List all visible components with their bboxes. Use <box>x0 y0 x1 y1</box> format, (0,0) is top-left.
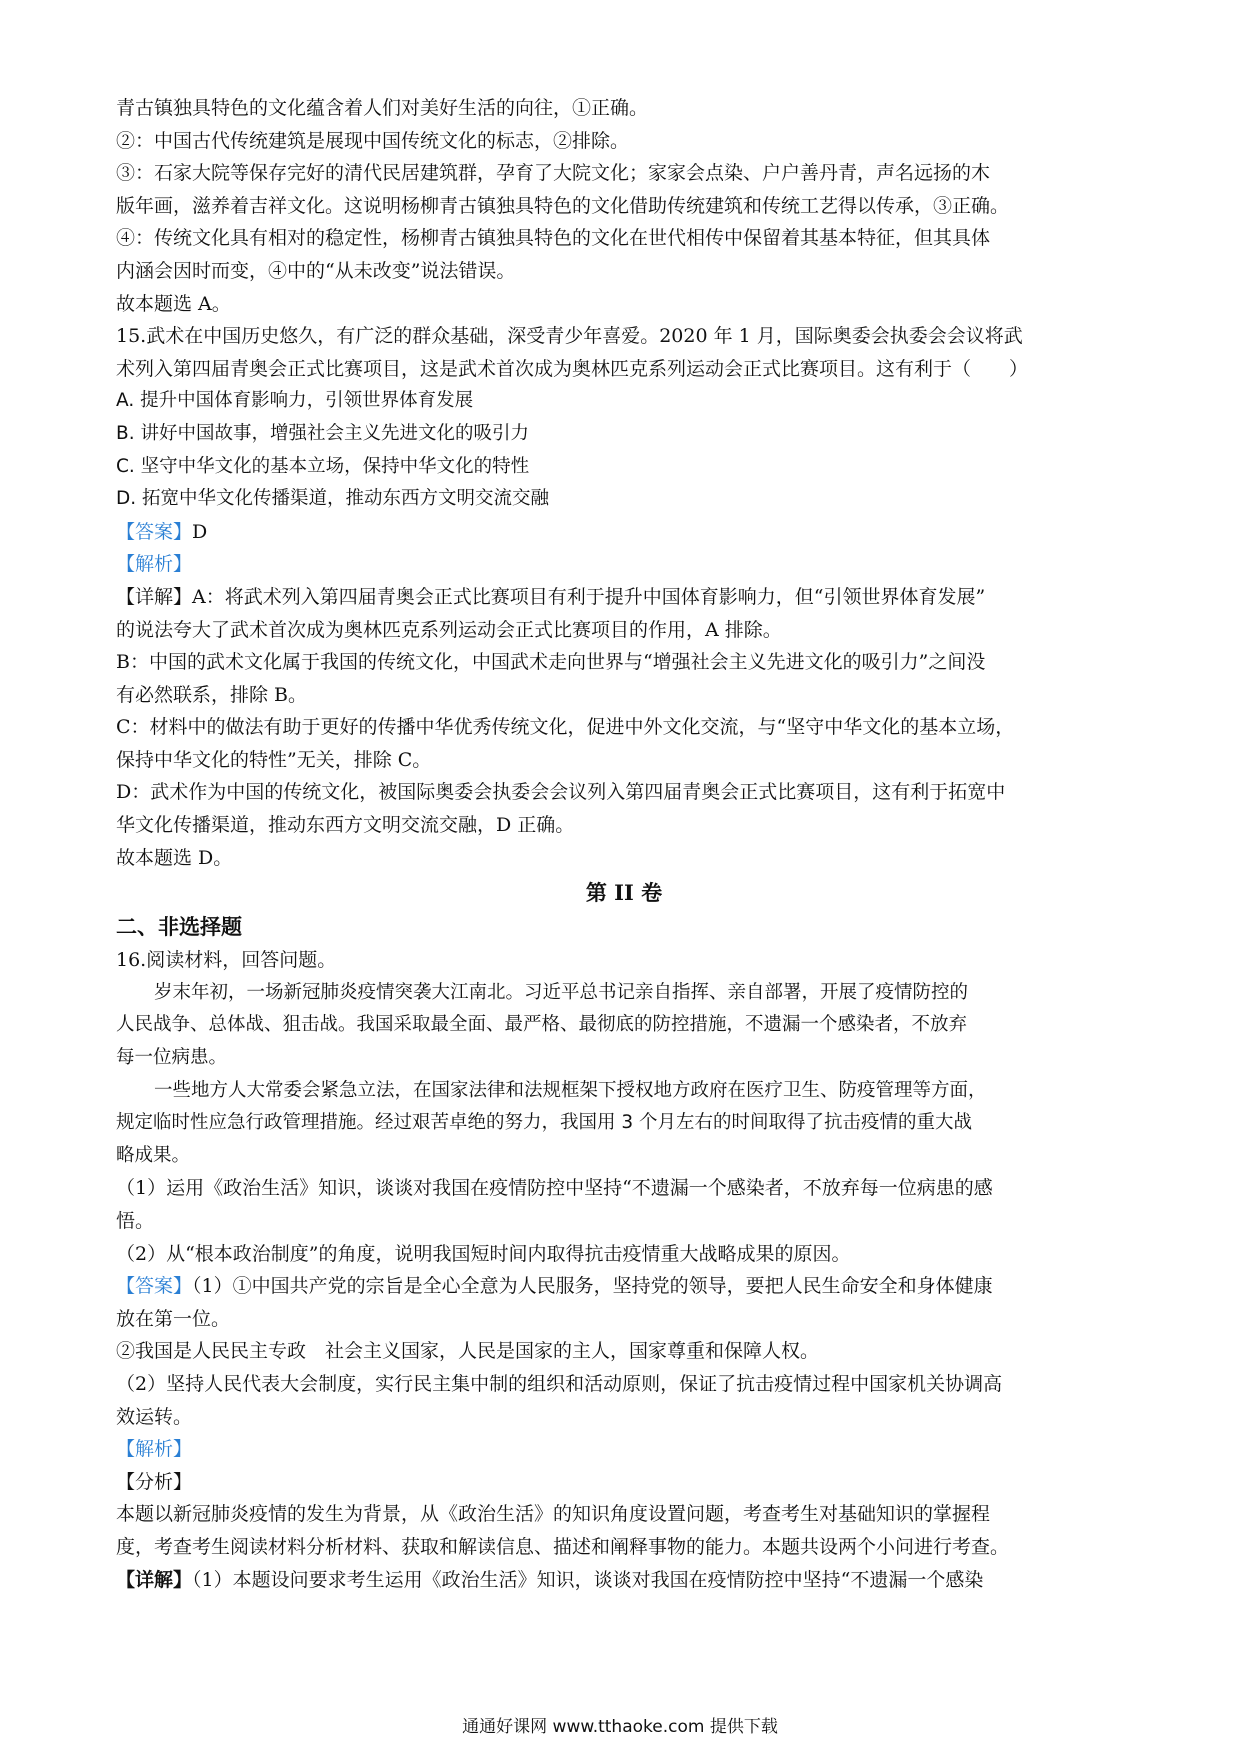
text-line: 华文化传播渠道，推动东西方文明交流交融，D 正确。 <box>116 814 575 837</box>
sub-question: 悟。 <box>116 1210 155 1232</box>
material-line: 略成果。 <box>116 1144 191 1166</box>
text-line: 故本题选 A。 <box>116 292 231 315</box>
text-line: 本题以新冠肺炎疫情的发生为背景，从《政治生活》的知识角度设置问题，考查考生对基础知识的掌握程 <box>116 1503 991 1526</box>
q14-continuation <box>116 92 1132 320</box>
text-line: B：中国的武术文化属于我国的传统文化，中国武术走向世界与“增强社会主义先进文化的吸引力”之间没 <box>116 651 986 674</box>
fenxi-line <box>116 1466 1132 1499</box>
text-line: 度，考查考生阅读材料分析材料、获取和解读信息、描述和阐释事物的能力。本题共设两个小问进行考查。 <box>116 1535 1010 1558</box>
question-15 <box>116 320 1132 874</box>
option-b: B. 讲好中国故事，增强社会主义先进文化的吸引力 <box>116 422 529 444</box>
text-line: 保持中华文化的特性”无关，排除 C。 <box>116 748 432 771</box>
detail-line <box>116 1564 1132 1597</box>
detail-text: （1）本题设问要求考生运用《政治生活》知识，谈谈对我国在疫情防控中坚持“不遗漏一个感染 <box>192 1568 984 1591</box>
text-line: ②：中国古代传统建筑是展现中国传统文化的标志，②排除。 <box>116 129 630 152</box>
text-line: 内涵会因时而变，④中的“从未改变”说法错误。 <box>116 259 516 282</box>
material-line: 每一位病患。 <box>116 1047 228 1069</box>
section-heading: 二、非选择题 <box>116 914 242 940</box>
detail-tag: 【详解】 <box>116 1568 193 1591</box>
question-16 <box>116 944 1132 1596</box>
detail-tag: 【详解】 <box>116 585 193 608</box>
answer-text: （1）①中国共产党的宗旨是全心全意为人民服务，坚持党的领导，要把人民生命安全和身体健康 <box>192 1275 993 1298</box>
text-line: ③：石家大院等保存完好的清代民居建筑群，孕育了大院文化；家家会点染、户户善丹青，声名远扬的木 <box>116 162 991 185</box>
material-line: 一些地方人大常委会紧急立法，在国家法律和法规框架下授权地方政府在医疗卫生、防疫管理等方面， <box>154 1079 987 1101</box>
analysis-line <box>116 1433 1132 1466</box>
page-content <box>116 92 1132 1596</box>
option-d: D. 拓宽中华文化传播渠道，推动东西方文明交流交融 <box>116 488 550 510</box>
material-line: 规定临时性应急行政管理措施。经过艰苦卓绝的努力，我国用 3 个月左右的时间取得了抗击疫情的重大战 <box>116 1112 973 1134</box>
analysis-tag: 【解析】 <box>116 553 193 576</box>
text-line: 青古镇独具特色的文化蕴含着人们对美好生活的向往，①正确。 <box>116 97 649 119</box>
option-a: A. 提升中国体育影响力，引领世界体育发展 <box>116 390 474 412</box>
text-line: ②我国是人民民主专政 社会主义国家，人民是国家的主人，国家尊重和保障人权。 <box>116 1340 820 1363</box>
text-line: 版年画，滋养着吉祥文化。这说明杨柳青古镇独具特色的文化借助传统建筑和传统工艺得以传承，③正确。 <box>116 194 1010 217</box>
answer-line <box>116 516 1132 549</box>
text-line: D：武术作为中国的传统文化，被国际奥委会执委会会议列入第四届青奥会正式比赛项目，这有利于拓宽中 <box>116 781 1006 804</box>
text-line: （2）坚持人民代表大会制度，实行民主集中制的组织和活动原则，保证了抗击疫情过程中国家机关协调高 <box>116 1372 1003 1395</box>
text-line: 放在第一位。 <box>116 1307 231 1330</box>
text-line: 的说法夸大了武术首次成为奥林匹克系列运动会正式比赛项目的作用，A 排除。 <box>116 618 782 641</box>
fenxi-tag: 【分析】 <box>116 1470 193 1493</box>
section-title: 第 II 卷 <box>585 880 663 906</box>
option-c: C. 坚守中华文化的基本立场，保持中华文化的特性 <box>116 455 530 477</box>
answer-tag: 【答案】 <box>116 520 193 543</box>
question-stem: 16.阅读材料，回答问题。 <box>116 949 337 972</box>
text-line: 故本题选 D。 <box>116 846 233 869</box>
page-footer: 通通好课网 www.tthaoke.com 提供下载 <box>462 1717 778 1737</box>
text-line: ④：传统文化具有相对的稳定性，杨柳青古镇独具特色的文化在世代相传中保留着其基本特征，但其具体 <box>116 227 991 250</box>
answer-line <box>116 1270 1132 1303</box>
text-line: 有必然联系，排除 B。 <box>116 683 308 706</box>
detail-line <box>116 581 1132 614</box>
question-stem: 术列入第四届青奥会正式比赛项目，这是武术首次成为奥林匹克系列运动会正式比赛项目。这有利于（ ） <box>116 357 1029 380</box>
material-line: 岁末年初，一场新冠肺炎疫情突袭大江南北。习近平总书记亲自指挥、亲自部署，开展了疫情防控的 <box>154 981 969 1003</box>
text-line: 效运转。 <box>116 1405 193 1428</box>
sub-question: （2）从“根本政治制度”的角度，说明我国短时间内取得抗击疫情重大战略成果的原因。 <box>116 1242 851 1265</box>
material-line: 人民战争、总体战、狙击战。我国采取最全面、最严格、最彻底的防控措施，不遗漏一个感染者，不放弃 <box>116 1014 968 1036</box>
question-stem: 15.武术在中国历史悠久，有广泛的群众基础，深受青少年喜爱。2020 年 1 月，国际奥委会执委会会议将武 <box>116 325 1023 348</box>
analysis-tag: 【解析】 <box>116 1438 193 1461</box>
sub-question: （1）运用《政治生活》知识，谈谈对我国在疫情防控中坚持“不遗漏一个感染者，不放弃每一位病患的感 <box>116 1177 993 1200</box>
detail-text: A：将武术列入第四届青奥会正式比赛项目有利于提升中国体育影响力，但“引领世界体育发展” <box>192 585 986 608</box>
text-line: C：材料中的做法有助于更好的传播中华优秀传统文化，促进中外文化交流，与“坚守中华文化的基本立场， <box>116 716 1015 739</box>
answer-tag: 【答案】 <box>116 1275 193 1298</box>
answer-value: D <box>192 520 208 543</box>
analysis-line <box>116 548 1132 581</box>
